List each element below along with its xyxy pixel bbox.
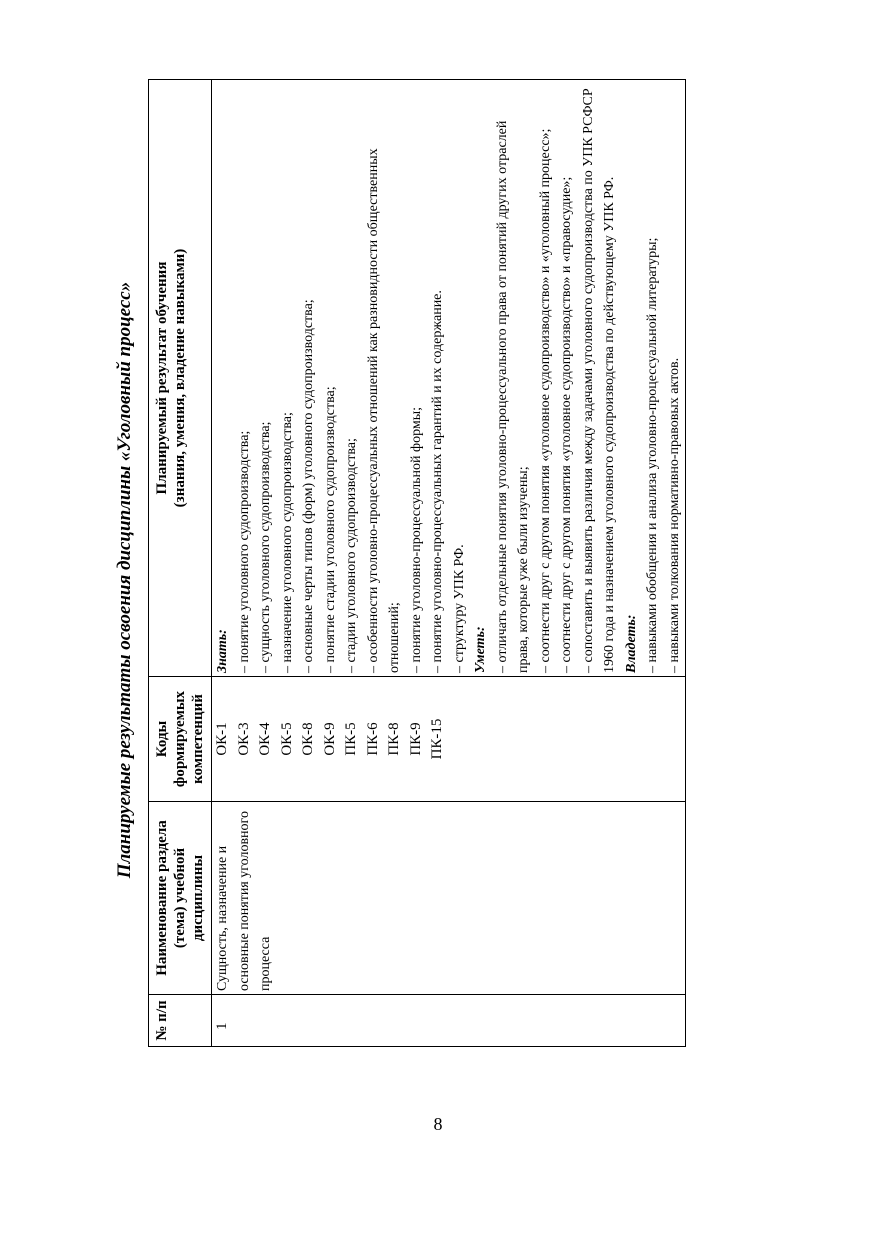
code-item: ОК-4 [257, 722, 273, 756]
code-item: ПК-5 [343, 722, 359, 756]
code-item: ОК-5 [278, 722, 295, 756]
row-section: Сущность, назначение и основные понятия уголовного процесса [212, 802, 686, 995]
header-result [149, 80, 212, 677]
code-item: ПК-6 [364, 722, 381, 756]
header-result-subtitle: (знания, умения, владение навыками) [172, 248, 188, 508]
know-item: – структуру УПК РФ. [451, 544, 467, 673]
know-item: – понятие уголовно-процессуальной формы; [408, 406, 424, 673]
know-label: Знать: [215, 629, 230, 673]
learning-outcomes-table [148, 79, 686, 1047]
header-codes: Коды формируемых компетенций [149, 677, 212, 802]
code-item: ОК-9 [321, 722, 338, 756]
know-item: – понятие уголовного судопроизводства; [236, 430, 252, 673]
know-item: – понятие уголовно-процессуальных гарантий и их содержание. [430, 290, 445, 673]
own-item: – навыками обобщения и анализа уголовно-процессуальной литературы; [645, 237, 660, 673]
know-item: – сущность уголовного судопроизводства; [258, 421, 273, 673]
row-num: 1 [212, 995, 686, 1047]
own-item: – навыками толкования нормативно-правовых актов. [666, 357, 682, 673]
know-item: – назначение уголовного судопроизводства; [279, 412, 295, 673]
code-item: ПК-9 [407, 722, 424, 756]
code-item: ОК-8 [300, 722, 316, 756]
can-label: Уметь: [473, 626, 488, 673]
rotated-page-content [108, 80, 768, 1080]
can-item: – соотнести друг с другом понятия «уголовное судопроизводство» и «уголовный процесс»; [537, 128, 553, 673]
row-codes [212, 677, 686, 802]
table-row [212, 80, 686, 1047]
can-item: – сопоставить и выявить различия между задачами уголовного судопроизводства по УПК РСФСР 1960 года и назначением уголовного судопроизводства по действующему УПК РФ. [580, 88, 617, 673]
know-item: – особенности уголовно-процессуальных отношений как разновидности общественных отношений; [365, 148, 402, 673]
code-item: ПК-8 [386, 722, 402, 756]
can-item: – отличать отдельные понятия уголовно-процессуального права от понятий других отраслей права, которые уже были изучены; [494, 120, 531, 673]
page-number: 8 [433, 1114, 443, 1134]
row-results [212, 80, 686, 677]
code-item: ОК-3 [235, 722, 252, 756]
table-header-row [149, 80, 212, 1047]
code-item: ПК-15 [429, 718, 445, 760]
own-label: Владеть: [623, 614, 639, 673]
header-num: № п/п [149, 995, 212, 1047]
table-caption: Планируемые результаты освоения дисциплины «Уголовный процесс» [114, 281, 135, 879]
code-item: ОК-1 [214, 722, 230, 756]
header-result-title: Планируемый результат обучения [154, 261, 170, 495]
can-item: – соотнести друг с другом понятия «уголовное судопроизводство» и «правосудие»; [559, 176, 574, 673]
know-item: – основные черты типов (форм) уголовного судопроизводства; [301, 299, 316, 673]
header-section: Наименование раздела (тема) учебной дисциплины [149, 802, 212, 995]
know-item: – понятие стадии уголовного судопроизводства; [322, 386, 338, 673]
know-item: – стадии уголовного судопроизводства; [344, 438, 359, 673]
